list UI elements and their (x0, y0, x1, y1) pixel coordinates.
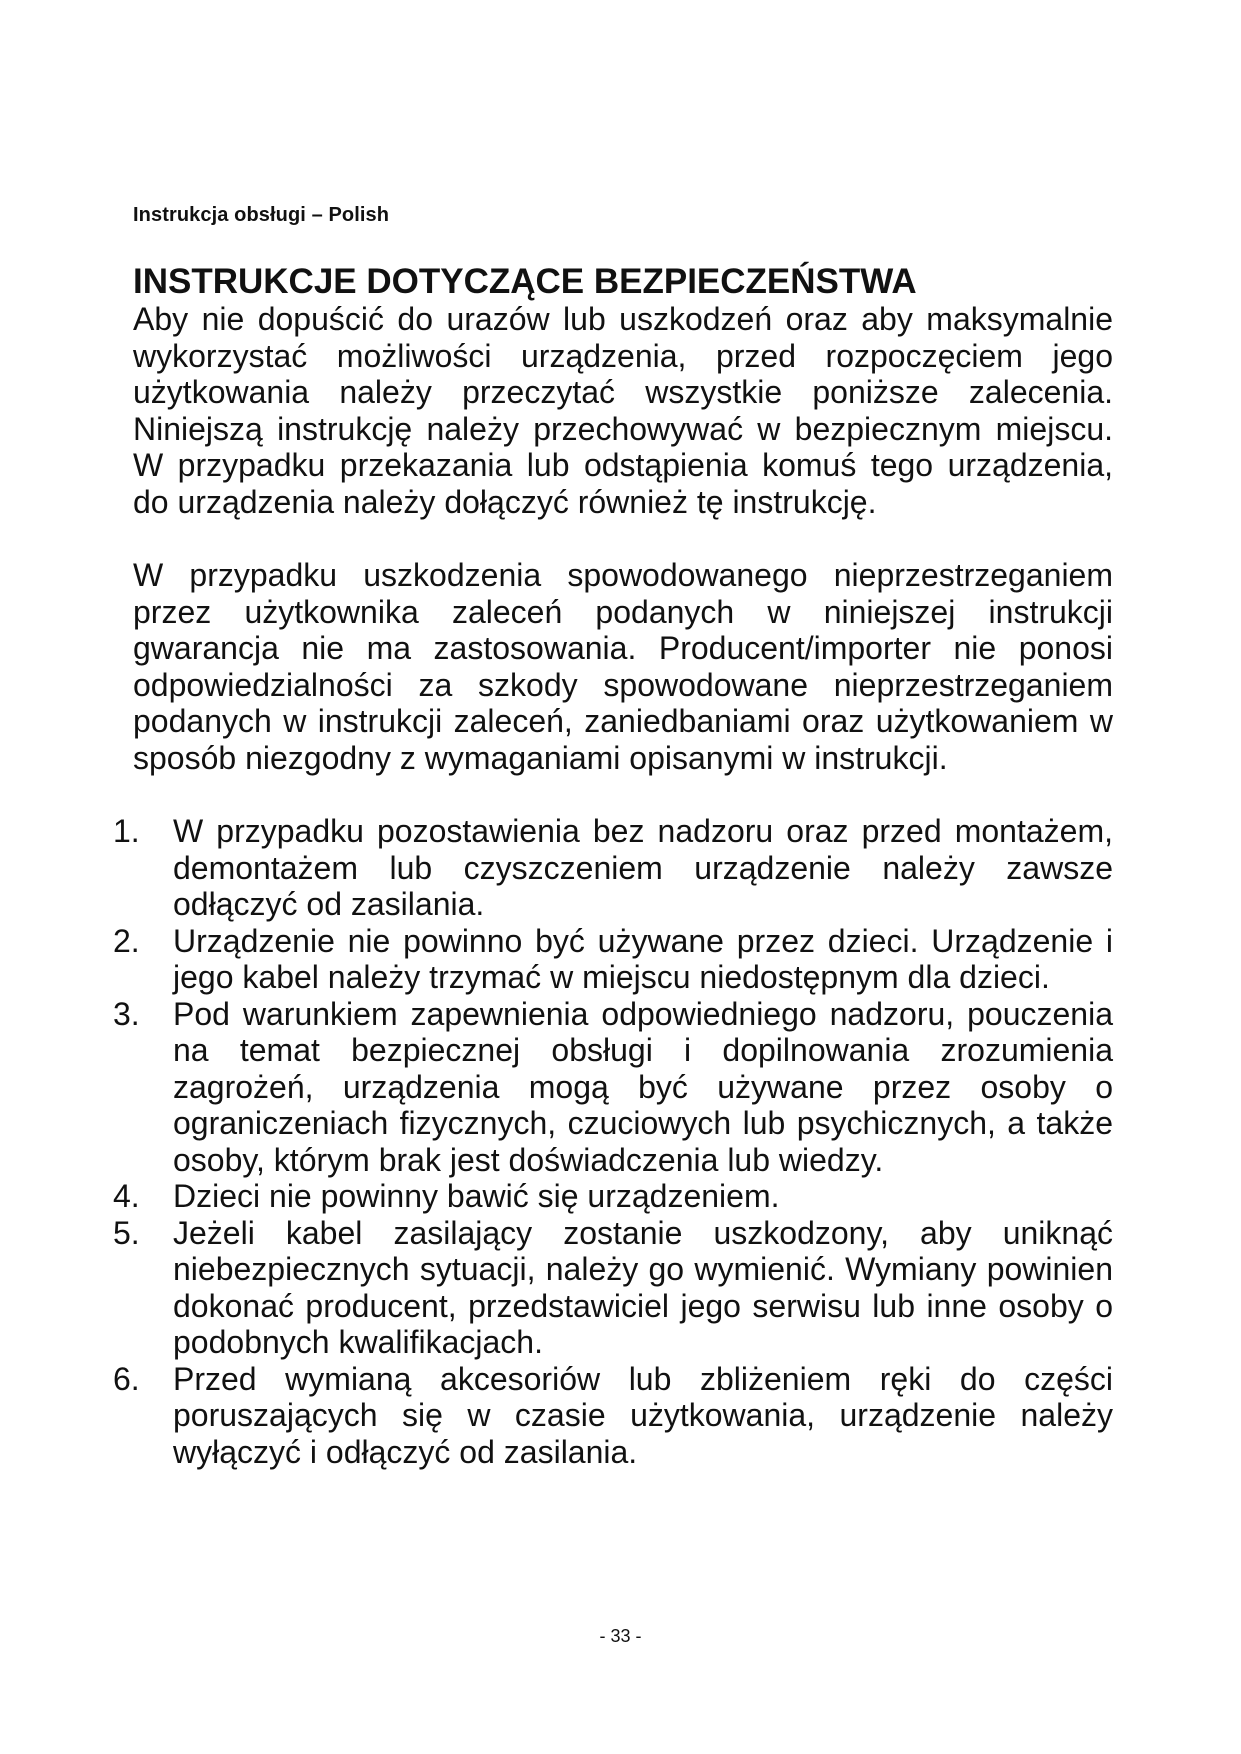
list-item-text: Dzieci nie powinny bawić się urządzeniem. (173, 1178, 780, 1214)
list-item (113, 1215, 1113, 1361)
list-item (113, 923, 1113, 996)
section-title: INSTRUKCJE DOTYCZĄCE BEZPIECZEŃSTWA (133, 262, 917, 301)
intro-paragraph-1: Aby nie dopuścić do urazów lub uszkodzeń oraz aby maksymalnie wykorzystać możliwości urządzenia, przed rozpoczęciem jego użytkowania należy przeczytać wszystkie poniższe zalecenia. Niniejszą instrukcję należy przechowywać w bezpiecznym miejscu. W przypadku przekazania lub odstąpienia komuś tego urządzenia, do urządzenia należy dołączyć również tę instrukcję. (133, 301, 1113, 520)
safety-rules-list (113, 813, 1113, 1470)
intro-paragraph-2: W przypadku uszkodzenia spowodowanego nieprzestrzeganiem przez użytkownika zaleceń podanych w niniejszej instrukcji gwarancja nie ma zastosowania. Producent/importer nie ponosi odpowiedzialności za szkody spowodowane nieprzestrzeganiem podanych w instrukcji zaleceń, zaniedbaniami oraz użytkowaniem w sposób niezgodny z wymaganiami opisanymi w instrukcji. (133, 557, 1113, 776)
list-item (113, 1361, 1113, 1471)
list-item-text: Pod warunkiem zapewnienia odpowiedniego nadzoru, pouczenia na temat bezpiecznej obsługi i dopilnowania zrozumienia zagrożeń, urządzenia mogą być używane przez osoby o ograniczeniach fizycznych, czuciowych lub psychicznych, a także osoby, którym brak jest doświadczenia lub wiedzy. (173, 995, 1113, 1178)
list-item (113, 996, 1113, 1179)
list-item-number: 3. (113, 995, 140, 1032)
list-item-text: Przed wymianą akcesoriów lub zbliżeniem ręki do części poruszających się w czasie użytkowania, urządzenie należy wyłączyć i odłączyć od zasilania. (173, 1360, 1113, 1470)
list-item-text: W przypadku pozostawienia bez nadzoru oraz przed montażem, demontażem lub czyszczeniem urządzenie należy zawsze odłączyć od zasilania. (173, 813, 1113, 922)
list-item-number: 4. (113, 1178, 140, 1214)
page-number: - 33 - (599, 1626, 642, 1646)
list-item (113, 813, 1113, 923)
list-item-number: 2. (113, 922, 140, 959)
list-item-number: 6. (113, 1360, 140, 1397)
list-item-number: 5. (113, 1214, 140, 1251)
document-header: Instrukcja obsługi – Polish (133, 204, 390, 226)
list-item (113, 1178, 1113, 1215)
list-item-number: 1. (113, 813, 140, 849)
list-item-text: Jeżeli kabel zasilający zostanie uszkodzony, aby uniknąć niebezpiecznych sytuacji, należy go wymienić. Wymiany powinien dokonać producent, przedstawiciel jego serwisu lub inne osoby o podobnych kwalifikacjach. (173, 1214, 1113, 1360)
list-item-text: Urządzenie nie powinno być używane przez dzieci. Urządzenie i jego kabel należy trzymać w miejscu niedostępnym dla dzieci. (173, 922, 1113, 995)
